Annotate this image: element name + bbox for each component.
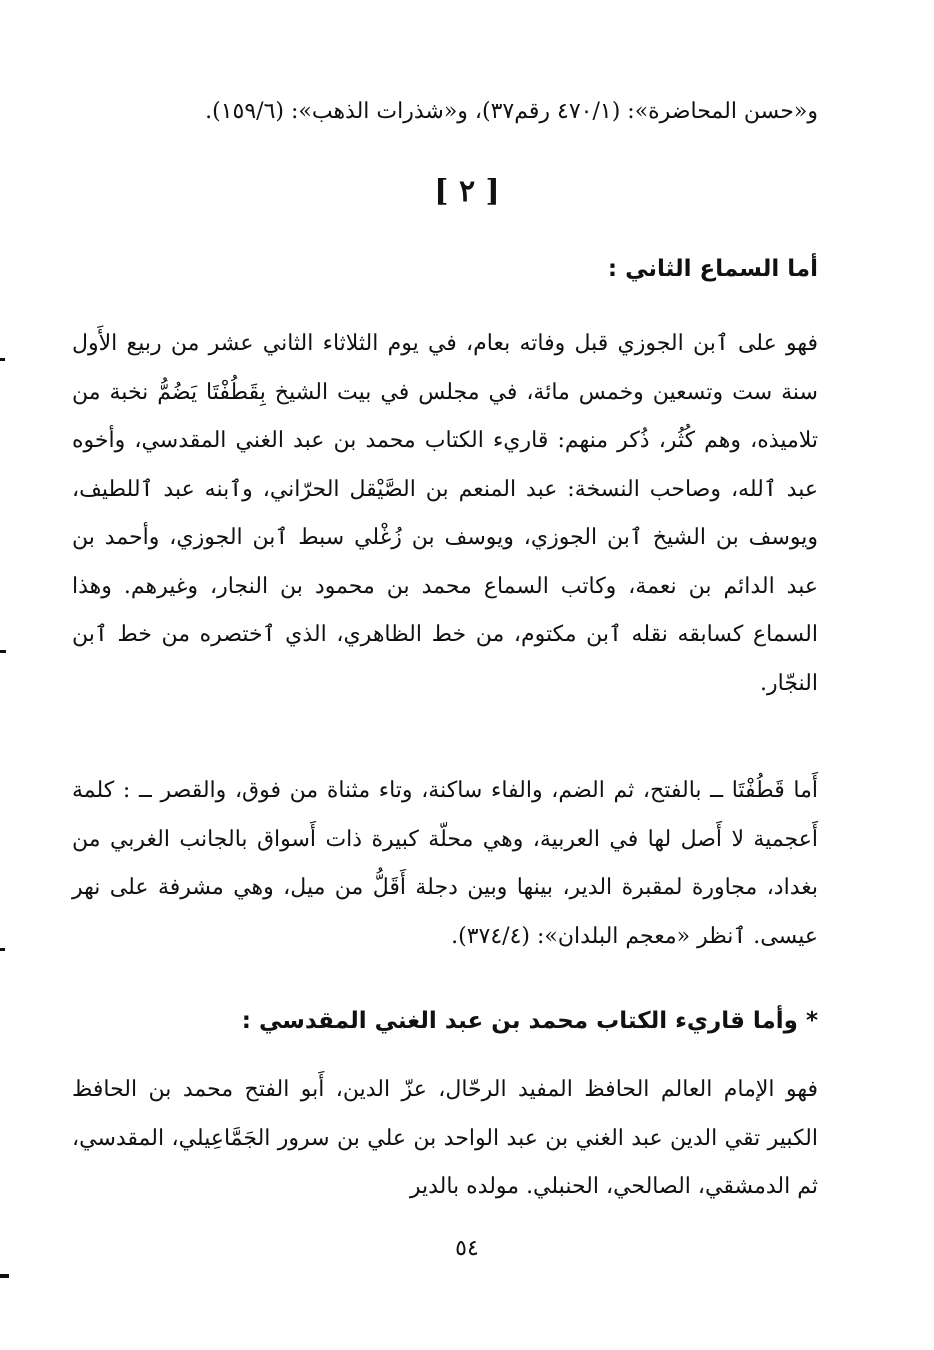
paragraph-qatufta-definition: أَما قَطُفْتَا ــ بالفتح، ثم الضم، والفاء ساكنة، وتاء مثناة من فوق، والقصر ــ : كلمة أَعجمية لا أَصل لها في العربية، وهي محلّة كبيرة ذات أَسواق بالجانب الغربي من بغداد، مجاورة لمقبرة الدير، بينها وبين دجلة أَقَلُّ من ميل، وهي مشرفة على نهر عيسى. ٱنظر «معجم البلدان»: (٣٧٤/٤). (72, 778, 818, 949)
subheading-reader: * وأما قاريء الكتاب محمد بن عبد الغني المقدسي : (241, 1008, 818, 1034)
scan-edge-mark (0, 650, 6, 653)
scan-edge-mark (0, 358, 5, 361)
scan-edge-mark (0, 1274, 9, 1278)
section-heading: أما السماع الثاني : (607, 256, 818, 282)
scan-edge-mark (0, 948, 5, 951)
section-number: [ ٢ ] (434, 174, 500, 209)
paragraph-first-audition: فهو على ٱبن الجوزي قبل وفاته بعام، في يوم الثلاثاء الثاني عشر من ربيع الأَول سنة ست وتسعين وخمس مائة، في مجلس في بيت الشيخ بِقَطُفْتَا يَضُمُّ نخبة من تلاميذه، وهم كُثُر، ذُكر منهم: قاريء الكتاب محمد بن عبد الغني المقدسي، وأخوه عبد ٱلله، وصاحب النسخة: عبد المنعم بن الصَّيْقل الحرّاني، وٱبنه عبد ٱللطيف، ويوسف بن الشيخ ٱبن الجوزي، ويوسف بن زُغْلي سبط ٱبن الجوزي، وأحمد بن عبد الدائم بن نعمة، وكاتب السماع محمد بن محمود بن النجار، وغيرهم. وهذا السماع كسابقه نقله ٱبن مكتوم، من خط الظاهري، الذي ٱختصره من خط ٱبن النجّار. (72, 331, 818, 696)
paragraph-reader-bio: فهو الإمام العالم الحافظ المفيد الرحّال، عزّ الدين، أَبو الفتح محمد بن الحافظ الكبير تقي الدين عبد الغني بن عبد الواحد بن علي بن سرور الجَمَّاعِيلي، المقدسي، ثم الدمشقي، الصالحي، الحنبلي. مولده بالدير (72, 1077, 818, 1199)
reference-line: و«حسن المحاضرة»: (٤٧٠/١ رقم٣٧)، و«شذرات الذهب»: (١٥٩/٦). (205, 99, 818, 124)
page-number: ٥٤ (455, 1236, 479, 1261)
